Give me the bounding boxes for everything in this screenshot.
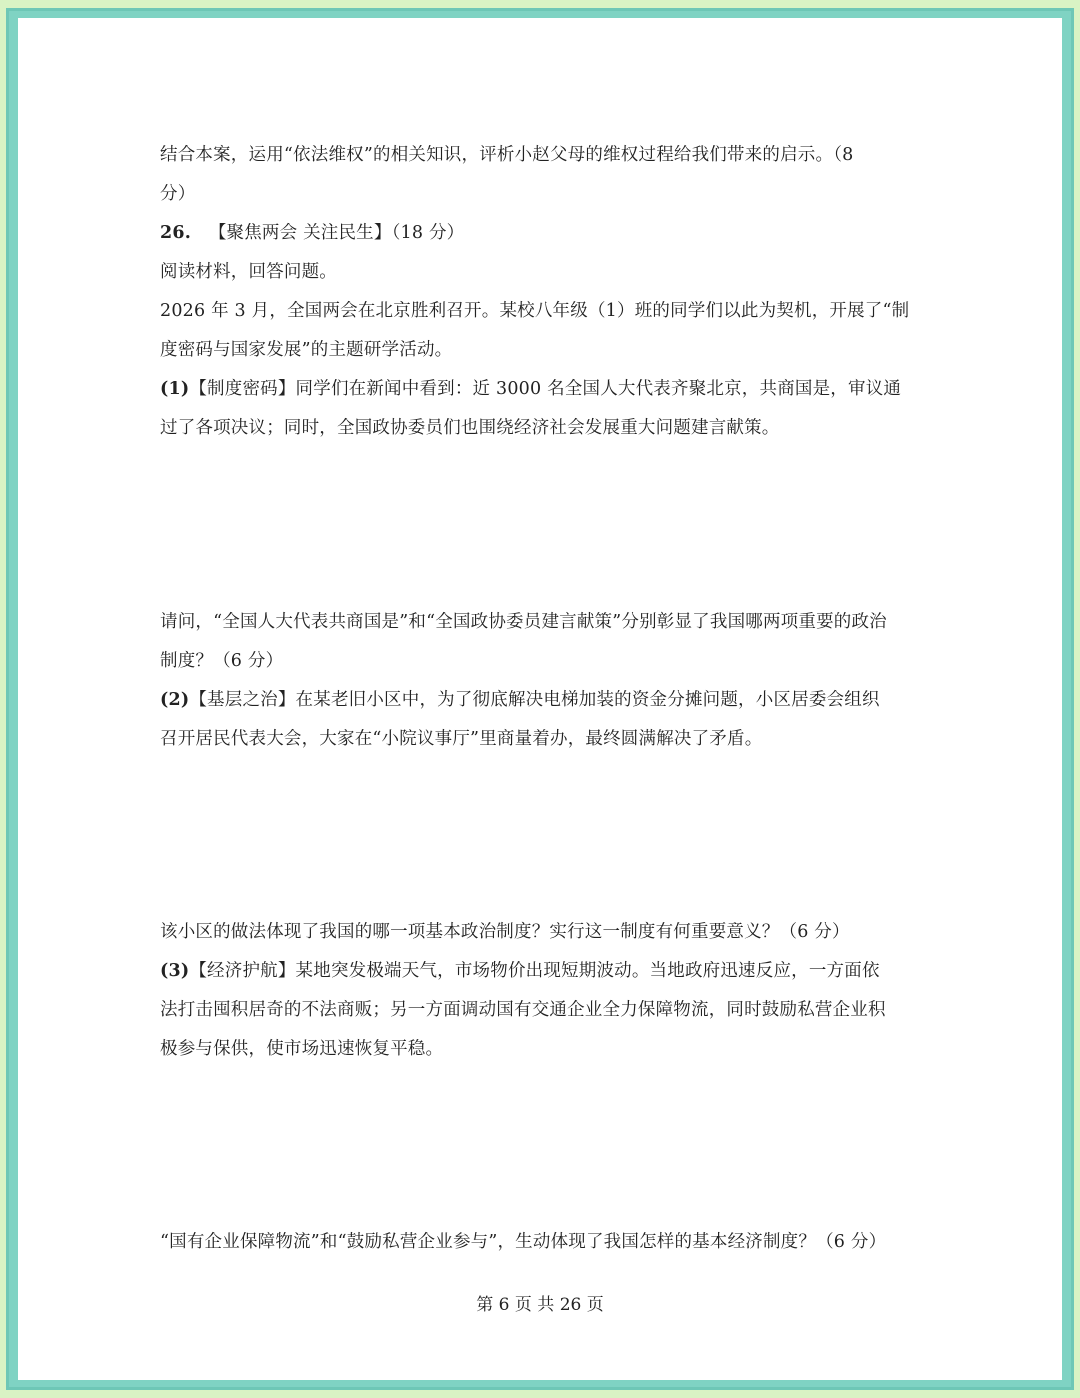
- question-26-heading: [160, 219, 464, 244]
- sub-question-1-tag: 【制度密码】: [189, 379, 296, 399]
- material-line-2: 度密码与国家发展”的主题研学活动。: [160, 340, 453, 360]
- sub-question-1-text: 同学们在新闻中看到：近 3000 名全国人大代表齐聚北京，共商国是，审议通: [295, 379, 902, 399]
- intro-line-1: 结合本案，运用“依法维权”的相关知识，评析小赵父母的维权过程给我们带来的启示。（8: [160, 145, 854, 165]
- sub-question-2-label: (2): [160, 690, 190, 710]
- sub-question-2-text: 在某老旧小区中，为了彻底解决电梯加装的资金分摊问题，小区居委会组织: [295, 690, 880, 710]
- material-line-1: 2026 年 3 月，全国两会在北京胜利召开。某校八年级（1）班的同学们以此为契机，开展了“制: [160, 301, 910, 321]
- sub-question-2-question: 该小区的做法体现了我国的哪一项基本政治制度？实行这一制度有何重要意义？（6 分）: [160, 922, 850, 942]
- sub-question-1-line-1: [160, 375, 901, 400]
- sub-question-3-text: 某地突发极端天气，市场物价出现短期波动。当地政府迅速反应，一方面依: [295, 961, 880, 981]
- question-instruction: 阅读材料，回答问题。: [160, 262, 337, 282]
- sub-question-2-tag: 【基层之治】: [189, 690, 296, 710]
- sub-question-3-tag: 【经济护航】: [189, 961, 296, 981]
- sub-question-1-question-line-1: 请问，“全国人大代表共商国是”和“全国政协委员建言献策”分别彰显了我国哪两项重要的政治: [160, 612, 887, 632]
- question-number: 26.: [160, 223, 192, 243]
- sub-question-3-question: “国有企业保障物流”和“鼓励私营企业参与”，生动体现了我国怎样的基本经济制度？（6 分）: [160, 1232, 887, 1252]
- sub-question-1-label: (1): [160, 379, 190, 399]
- sub-question-3-line-2: 法打击囤积居奇的不法商贩；另一方面调动国有交通企业全力保障物流，同时鼓励私营企业积: [160, 1000, 886, 1020]
- intro-line-2: 分）: [160, 184, 196, 204]
- sub-question-1-question-line-2: 制度？（6 分）: [160, 651, 284, 671]
- question-title: 【聚焦两会 关注民生】（18 分）: [208, 223, 465, 243]
- sub-question-1-line-2: 过了各项决议；同时，全国政协委员们也围绕经济社会发展重大问题建言献策。: [160, 418, 780, 438]
- sub-question-2-line-2: 召开居民代表大会，大家在“小院议事厅”里商量着办，最终圆满解决了矛盾。: [160, 729, 763, 749]
- sub-question-2-line-1: [160, 686, 880, 711]
- sub-question-3-line-3: 极参与保供，使市场迅速恢复平稳。: [160, 1039, 444, 1059]
- sub-question-3-label: (3): [160, 961, 190, 981]
- sub-question-3-line-1: [160, 957, 880, 982]
- page-number: 第 6 页 共 26 页: [476, 1295, 604, 1315]
